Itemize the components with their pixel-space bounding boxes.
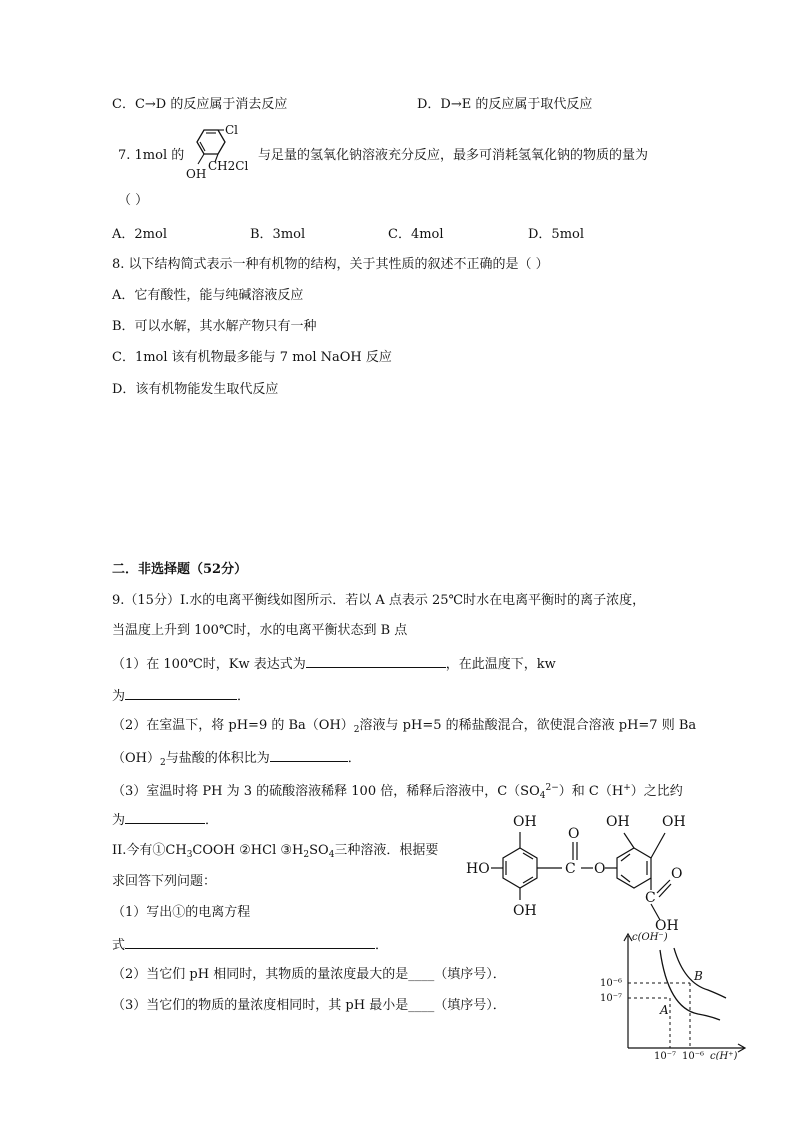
q7-stem-suffix: 与足量的氢氧化钠溶液充分反应，最多可消耗氢氧化钠的物质的量为 <box>258 148 649 163</box>
q9-p2-text-f: 与盐酸的体积比为 <box>165 751 270 766</box>
q7-stem-prefix: 7. 1mol 的 <box>118 148 185 163</box>
q9-iii-text-a: 式 <box>112 938 126 953</box>
q9-v-line: （3）当它们的物质的量浓度相同时，其 pH 最小是____（填序号）． <box>112 998 506 1013</box>
q9-part2-line2 <box>112 749 361 771</box>
graph-point-a: A <box>660 1003 669 1017</box>
struct-c-ester: C <box>565 861 576 877</box>
q9-ii-sub-d: 2 <box>303 850 310 860</box>
mol-oh: OH <box>186 167 207 181</box>
q7-molecule <box>178 124 258 182</box>
graph-xtick-2: 10⁻⁶ <box>682 1051 705 1060</box>
q9-part1-line2 <box>112 687 250 705</box>
q9-p2-text-d: （OH） <box>112 751 160 766</box>
q9-p3-sup2: + <box>623 783 631 793</box>
graph-ytick-2: 10⁻⁷ <box>600 993 623 1004</box>
struct-oh-bottom-left: OH <box>513 903 537 919</box>
q9-ii-a: II.今有①CH <box>112 843 187 858</box>
q9-ii-line1 <box>112 843 438 863</box>
q9-part3-line2 <box>112 811 218 829</box>
struct-o-ester: O <box>594 861 606 877</box>
q9-ii-g: 三种溶液．根据要 <box>334 843 439 858</box>
q9-p3-text-f: ）之比约 <box>630 784 683 799</box>
q8-option-c: C．1mol 该有机物最多能与 7 mol NaOH 反应 <box>112 350 392 365</box>
q9-p2-text-a: （2）在室温下，将 pH=9 的 Ba（OH） <box>112 718 354 733</box>
q9-p3-sub: 4 <box>539 791 546 801</box>
q9-part3-line1 <box>112 780 683 804</box>
struct-oh-top-right: OH <box>662 814 686 830</box>
answer-blank-ionization-eq[interactable] <box>125 936 375 949</box>
answer-blank-volume-ratio[interactable] <box>270 749 348 762</box>
q9-p2-sub2: 2 <box>160 758 166 768</box>
q9-iii-line2 <box>112 936 388 954</box>
answer-blank-ratio[interactable] <box>125 811 205 824</box>
q7-option-c: C．4mol <box>388 227 444 242</box>
q9-p2-text-g: ． <box>347 751 361 766</box>
struct-oh-top-left: OH <box>513 814 537 830</box>
q9-p2-sub: 2 <box>353 725 360 735</box>
struct-oh-top-mid: OH <box>606 814 630 830</box>
graph-point-b: B <box>694 969 703 983</box>
q9-iii-line1: （1）写出①的电离方程 <box>112 905 251 920</box>
q9-part2-line1 <box>112 718 696 738</box>
q9-intro-line1: 9.（15分）I.水的电离平衡线如图所示．若以 A 点表示 25℃时水在电离平衡时的离子浓度， <box>112 593 646 608</box>
water-ionization-graph <box>598 928 758 1060</box>
struct-c-acid: C <box>645 890 656 906</box>
q7-option-a: A．2mol <box>112 227 167 242</box>
q8-option-d: D．该有机物能发生取代反应 <box>112 382 279 397</box>
q9-p1-text-c: 为 <box>112 689 126 704</box>
struct-o-acid: O <box>671 866 683 882</box>
struct-ho-left: HO <box>466 861 490 877</box>
q8-structure-diagram <box>462 808 702 930</box>
answer-blank-kw-value[interactable] <box>125 687 237 700</box>
q9-iii-text-c: ． <box>375 938 389 953</box>
q9-ii-e: SO <box>309 843 329 858</box>
q9-part1-line1 <box>112 655 556 673</box>
graph-xtick-1: 10⁻⁷ <box>654 1051 677 1060</box>
q9-p3-text-a: （3）室温时将 PH 为 3 的硫酸溶液稀释 100 倍，稀释后溶液中，C（SO <box>112 784 540 799</box>
q9-intro-line2: 当温度上升到 100℃时，水的电离平衡状态到 B 点 <box>112 623 408 638</box>
q9-ii-sub-f: 4 <box>328 850 335 860</box>
q6-option-d: D．D→E 的反应属于取代反应 <box>417 97 593 112</box>
q7-option-d: D．5mol <box>528 227 585 242</box>
struct-oh-acid: OH <box>655 918 679 930</box>
q9-p3-text-d: ）和 C（H <box>558 784 624 799</box>
q9-p3-sup: 2− <box>545 783 559 793</box>
q9-p1-text-d: ． <box>237 689 251 704</box>
q9-iv-line: （2）当它们 pH 相同时，其物质的量浓度最大的是____（填序号）． <box>112 967 506 982</box>
q9-ii-sub-b: 3 <box>186 850 193 860</box>
q9-p3-text-g: 为 <box>112 813 126 828</box>
graph-ytick-1: 10⁻⁶ <box>600 978 623 989</box>
q9-p3-text-h: ． <box>205 813 219 828</box>
mol-cl: Cl <box>225 124 239 137</box>
q9-p1-text-a: （1）在 100℃时，Kw 表达式为 <box>112 657 306 672</box>
section-title: 二．非选择题（52分） <box>112 562 248 577</box>
q7-option-b: B．3mol <box>250 227 306 242</box>
struct-o-double: O <box>568 826 580 842</box>
q8-option-b: B．可以水解，其水解产物只有一种 <box>112 319 317 334</box>
graph-xlabel: c(H⁺) <box>710 1051 738 1060</box>
graph-ylabel: c(OH⁻) <box>632 932 668 943</box>
q6-option-c: C．C→D 的反应属于消去反应 <box>112 97 288 112</box>
answer-blank-kw-expr[interactable] <box>306 655 446 668</box>
q8-option-a: A．它有酸性，能与纯碱溶液反应 <box>112 288 304 303</box>
q9-p1-text-b: ，在此温度下，kw <box>445 657 556 672</box>
q9-ii-line2: 求回答下列问题： <box>112 874 217 889</box>
mol-ch2cl: CH2Cl <box>208 159 249 173</box>
q8-stem: 8. 以下结构简式表示一种有机物的结构，关于其性质的叙述不正确的是（ ） <box>112 257 549 272</box>
q9-ii-c: COOH ②HCl ③H <box>192 843 304 858</box>
q9-p2-text-c: 溶液与 pH=5 的稀盐酸混合，欲使混合溶液 pH=7 则 Ba <box>359 718 697 733</box>
q7-paren: （ ） <box>118 193 149 208</box>
